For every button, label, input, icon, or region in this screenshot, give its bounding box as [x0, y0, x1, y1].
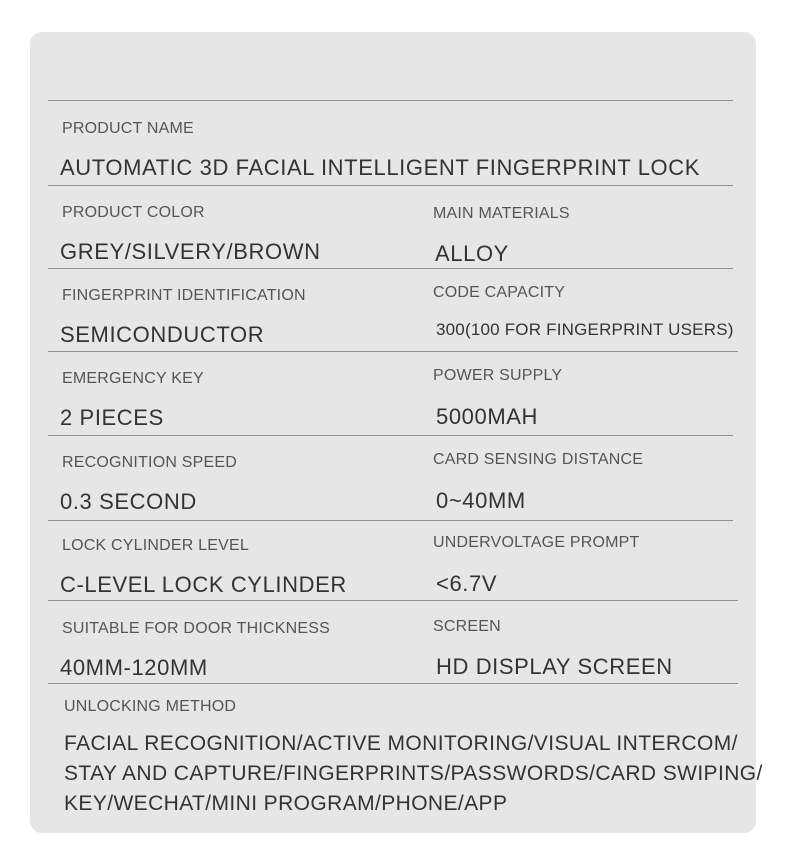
row-divider	[48, 100, 733, 101]
power-supply-value: 5000MAH	[436, 404, 539, 429]
row-divider	[48, 520, 733, 521]
undervoltage-prompt-value: <6.7V	[436, 571, 498, 596]
row-divider	[48, 185, 733, 186]
product-color-value: GREY/SILVERY/BROWN	[60, 239, 321, 264]
card-sensing-distance-value: 0~40MM	[436, 488, 526, 513]
main-materials-label: MAIN MATERIALS	[433, 205, 570, 222]
lock-cylinder-level-label: LOCK CYLINDER LEVEL	[62, 537, 249, 554]
power-supply-label: POWER SUPPLY	[433, 367, 563, 384]
product-name-value: AUTOMATIC 3D FACIAL INTELLIGENT FINGERPRINT LOCK	[60, 155, 701, 180]
row-divider	[48, 683, 738, 684]
row-divider	[48, 351, 738, 352]
row-divider	[48, 435, 733, 436]
product-color-label: PRODUCT COLOR	[62, 204, 205, 221]
door-thickness-label: SUITABLE FOR DOOR THICKNESS	[62, 620, 330, 637]
screen-label: SCREEN	[433, 618, 501, 635]
fingerprint-identification-label: FINGERPRINT IDENTIFICATION	[62, 287, 306, 304]
unlocking-method-line: STAY AND CAPTURE/FINGERPRINTS/PASSWORDS/CARD SWIPING/	[64, 762, 763, 785]
undervoltage-prompt-label: UNDERVOLTAGE PROMPT	[433, 534, 640, 551]
unlocking-method-line: FACIAL RECOGNITION/ACTIVE MONITORING/VISUAL INTERCOM/	[64, 732, 738, 755]
card-sensing-distance-label: CARD SENSING DISTANCE	[433, 451, 644, 468]
code-capacity-value: 300(100 FOR FINGERPRINT USERS)	[436, 320, 734, 339]
unlocking-method-line: KEY/WECHAT/MINI PROGRAM/PHONE/APP	[64, 792, 508, 815]
emergency-key-label: EMERGENCY KEY	[62, 370, 204, 387]
fingerprint-identification-value: SEMICONDUCTOR	[60, 322, 265, 347]
row-divider	[48, 600, 738, 601]
lock-cylinder-level-value: C-LEVEL LOCK CYLINDER	[60, 572, 347, 597]
recognition-speed-value: 0.3 SECOND	[60, 489, 197, 514]
code-capacity-label: CODE CAPACITY	[433, 284, 566, 301]
emergency-key-value: 2 PIECES	[60, 405, 164, 430]
door-thickness-value: 40MM-120MM	[60, 655, 208, 680]
recognition-speed-label: RECOGNITION SPEED	[62, 454, 237, 471]
screen-value: HD DISPLAY SCREEN	[436, 654, 673, 679]
unlocking-method-label: UNLOCKING METHOD	[64, 698, 237, 715]
product-name-label: PRODUCT NAME	[62, 120, 194, 137]
row-divider	[48, 268, 733, 269]
main-materials-value: ALLOY	[435, 241, 509, 266]
